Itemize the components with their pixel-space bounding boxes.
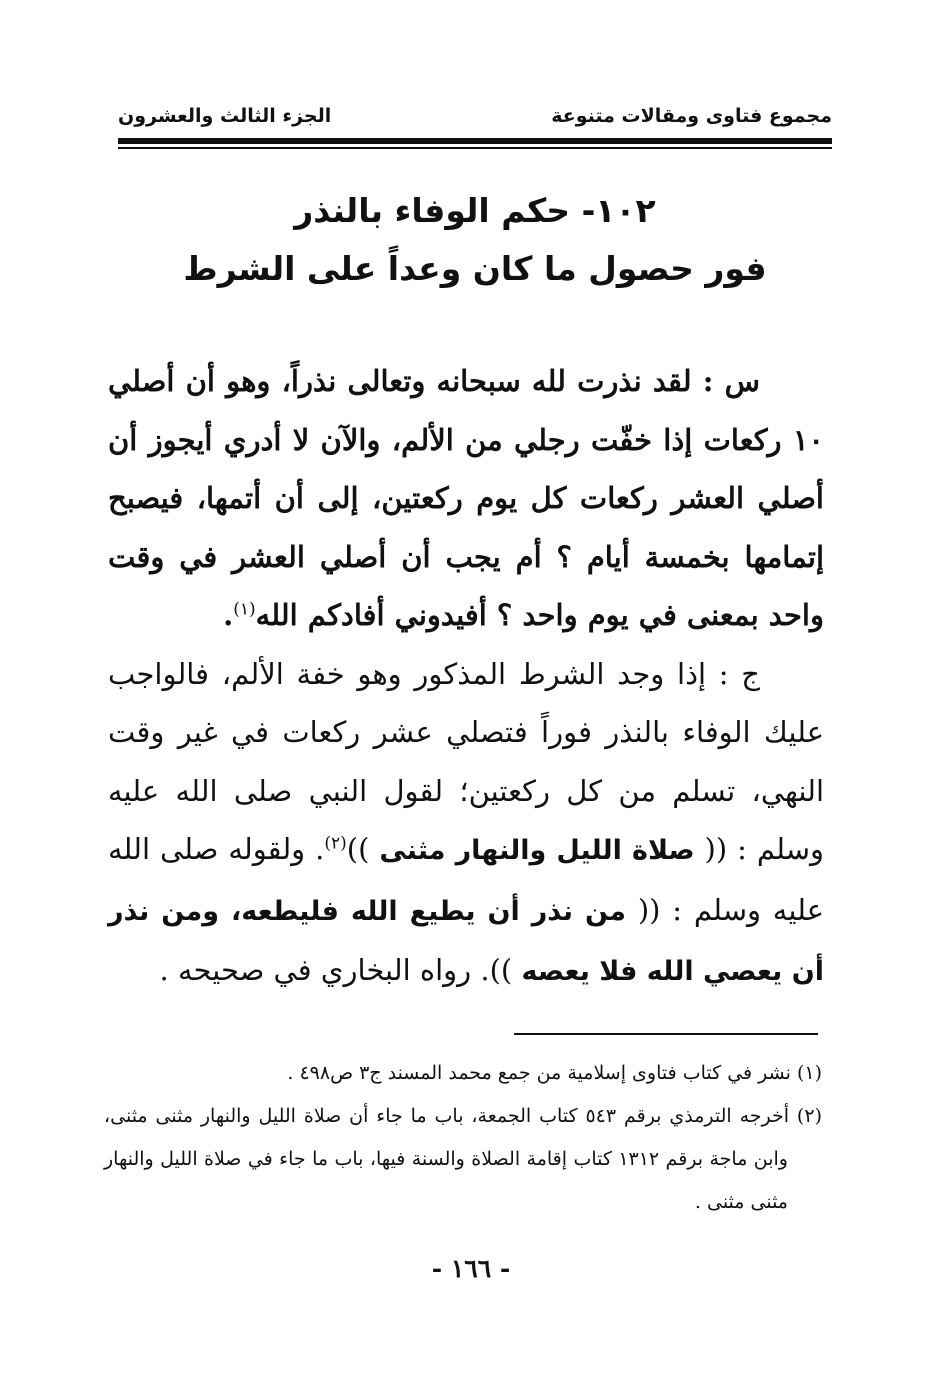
answer-part-3: . رواه البخاري في صحيحه .: [159, 953, 490, 987]
quote-close-1: )): [346, 832, 370, 866]
hadith-quote-2: من نذر أن يطيع الله فليطعه، ومن نذر أن يعصي الله فلا يعصه: [108, 895, 824, 987]
footnote-1: [104, 1052, 822, 1095]
quote-open-1: ((: [704, 832, 728, 866]
answer-part-1: ج : إذا وجد الشرط المذكور وهو خفة الألم، فالواجب عليك الوفاء بالنذر فوراً فتصلي عشر ركعات في غير وقت النهي، تسلم من كل ركعتين؛ لقول النبي صلى الله عليه وسلم :: [108, 656, 825, 866]
footnote-number: (٢): [796, 1105, 822, 1127]
title-line-2: فور حصول ما كان وعداً على الشرط: [183, 249, 767, 288]
footnote-2: [104, 1095, 822, 1224]
question-paragraph: [108, 352, 824, 645]
footnote-text: نشر في كتاب فتاوى إسلامية من جمع محمد المسند ج٣ ص٤٩٨ .: [287, 1062, 791, 1084]
question-end: .: [223, 598, 234, 632]
hadith-quote-1: صلاة الليل والنهار مثنى: [379, 835, 695, 866]
footnote-text: أخرجه الترمذي برقم ٥٤٣ كتاب الجمعة، باب ما جاء أن صلاة الليل والنهار مثنى مثنى، وابن ماجة برقم ١٣١٢ كتاب إقامة الصلاة والسنة فيها، باب ما جاء في صلاة الليل والنهار مثنى مثنى .: [104, 1105, 790, 1213]
article-title: [118, 182, 832, 298]
page-number: - ١٦٦ -: [431, 1254, 511, 1283]
footnote-separator: [514, 1033, 818, 1035]
header-rule: [118, 138, 832, 144]
quote-close-2: )): [489, 953, 513, 987]
footnote-ref-2[interactable]: (٢): [324, 833, 347, 854]
footnotes: [104, 1052, 822, 1224]
book-title: مجموع فتاوى ومقالات متنوعة: [551, 105, 832, 127]
footnote-number: (١): [796, 1062, 822, 1084]
volume-label: الجزء الثالث والعشرون: [118, 105, 332, 127]
footnote-ref-1[interactable]: (١): [233, 599, 256, 620]
header-rule-thin: [118, 147, 832, 149]
quote-open-2: ((: [637, 892, 661, 927]
running-header: [118, 98, 832, 134]
article-body: [108, 352, 824, 1002]
title-line-1: ١٠٢- حكم الوفاء بالنذر: [294, 191, 656, 230]
question-text: س : لقد نذرت لله سبحانه وتعالى نذراً، وهو أن أصلي ١٠ ركعات إذا خفّت رجلي من الألم، والآن لا أدري أيجوز أن أصلي العشر ركعات كل يوم ركعتين، إلى أن أتمها، فيصبح إتمامها بخمسة أيام ؟ أم يجب أن أصلي العشر في وقت واحد بمعنى في يوم واحد ؟ أفيدوني أفادكم الله: [108, 364, 824, 632]
answer-part-2: . ولقوله صلى الله عليه وسلم :: [108, 832, 825, 927]
answer-paragraph: [108, 645, 824, 1002]
